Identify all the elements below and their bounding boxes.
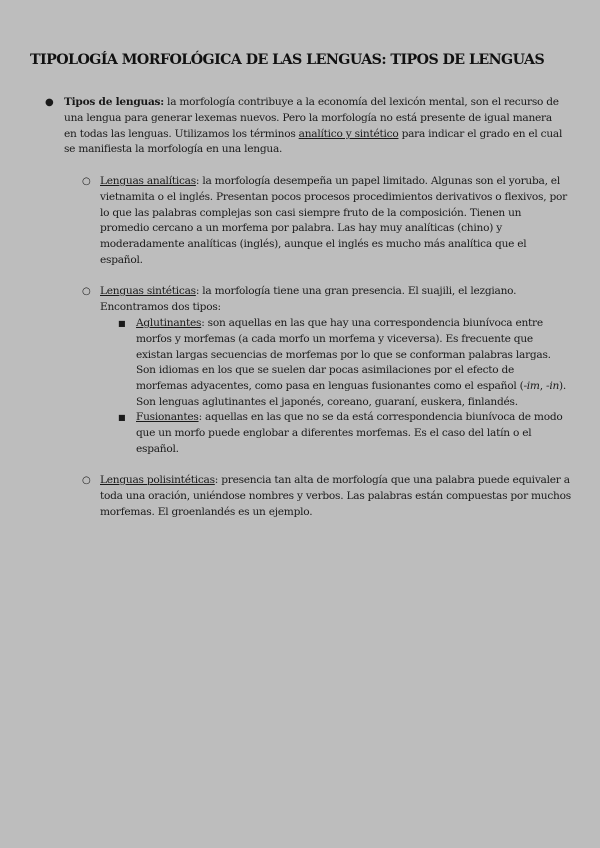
aglutinantes-text-2: ). Son lenguas aglutinantes el japonés, coreano, guaraní, euskera, finlandés. [136, 380, 567, 408]
aglutinantes-paragraph [136, 316, 568, 411]
main-paragraph [64, 95, 566, 158]
sinteticas-text: : la morfología tiene una gran presencia. El suajili, el lezgiano. Encontramos dos tipos: [100, 285, 517, 313]
aglutinantes-sep: , [539, 380, 546, 393]
analiticas-term: Lenguas analíticas [100, 175, 196, 187]
main-text-1: la morfología contribuye a la economía del lexicón mental, son el recurso de una lengua para generar lexemas nuevos. Pero la morfología no está presente de igual manera en todas las lenguas. Utilizamos los términos [64, 96, 559, 140]
sinteticas-term: Lenguas sintéticas [100, 285, 196, 297]
polisinteticas-term: Lenguas polisintéticas [100, 474, 215, 486]
page-title: TIPOLOGÍA MORFOLÓGICA DE LAS LENGUAS: TIPOS DE LENGUAS [30, 52, 545, 68]
circle-bullet-icon: ○ [82, 286, 91, 297]
aglutinantes-text-1: : son aquellas en las que hay una correspondencia biunívoca entre morfos y morfemas (a cada morfo un morfema y viceversa). Es frecuente que existan largas secuencias de morfemas por lo que se conforman palabras largas. Son idiomas en los que se suelen dar pocas asimilaciones por el efecto de morfemas adyacentes, como pasa en lenguas fusionantes como el español ( [136, 317, 551, 393]
circle-bullet-icon: ○ [82, 176, 91, 187]
analiticas-text: : la morfología desempeña un papel limitado. Algunas son el yoruba, el vietnamita o el inglés. Presentan pocos procesos procedimientos derivativos o flexivos, por lo que las palabras complejas son casi siempre fruto de la composición. Tienen un promedio cercano a un morfema por palabra. Las hay muy analíticas (chino) y moderadamente analíticas (inglés), aunque el inglés es mucho más analítica que el español. [100, 175, 567, 266]
fusionantes-paragraph [136, 410, 572, 457]
main-terms: analítico y sintético [298, 127, 399, 140]
aglutinantes-term: Aglutinantes [136, 317, 202, 329]
aglutinantes-example-2: -in [545, 380, 560, 393]
fusionantes-term: Fusionantes [136, 411, 199, 423]
circle-bullet-icon: ○ [82, 475, 91, 486]
square-bullet-icon: ■ [118, 413, 126, 422]
disc-bullet-icon: ● [45, 97, 54, 108]
sinteticas-paragraph [100, 284, 540, 316]
polisinteticas-paragraph [100, 473, 572, 520]
aglutinantes-example-1: -im [523, 380, 540, 393]
main-text-2: para indicar el grado en el cual se manifiesta la morfología en una lengua. [64, 127, 563, 156]
square-bullet-icon: ■ [118, 319, 126, 328]
fusionantes-text: : aquellas en las que no se da está correspondencia biunívoca de modo que un morfo puede englobar a diferentes morfemas. Es el caso del latín o el español. [136, 411, 563, 455]
main-label: Tipos de lenguas: [64, 96, 164, 108]
polisinteticas-text: : presencia tan alta de morfología que una palabra puede equivaler a toda una oración, uniéndose nombres y verbos. Las palabras están compuestas por muchos morfemas. El groenlandés es un ejemplo. [100, 474, 571, 518]
analiticas-paragraph [100, 174, 572, 269]
